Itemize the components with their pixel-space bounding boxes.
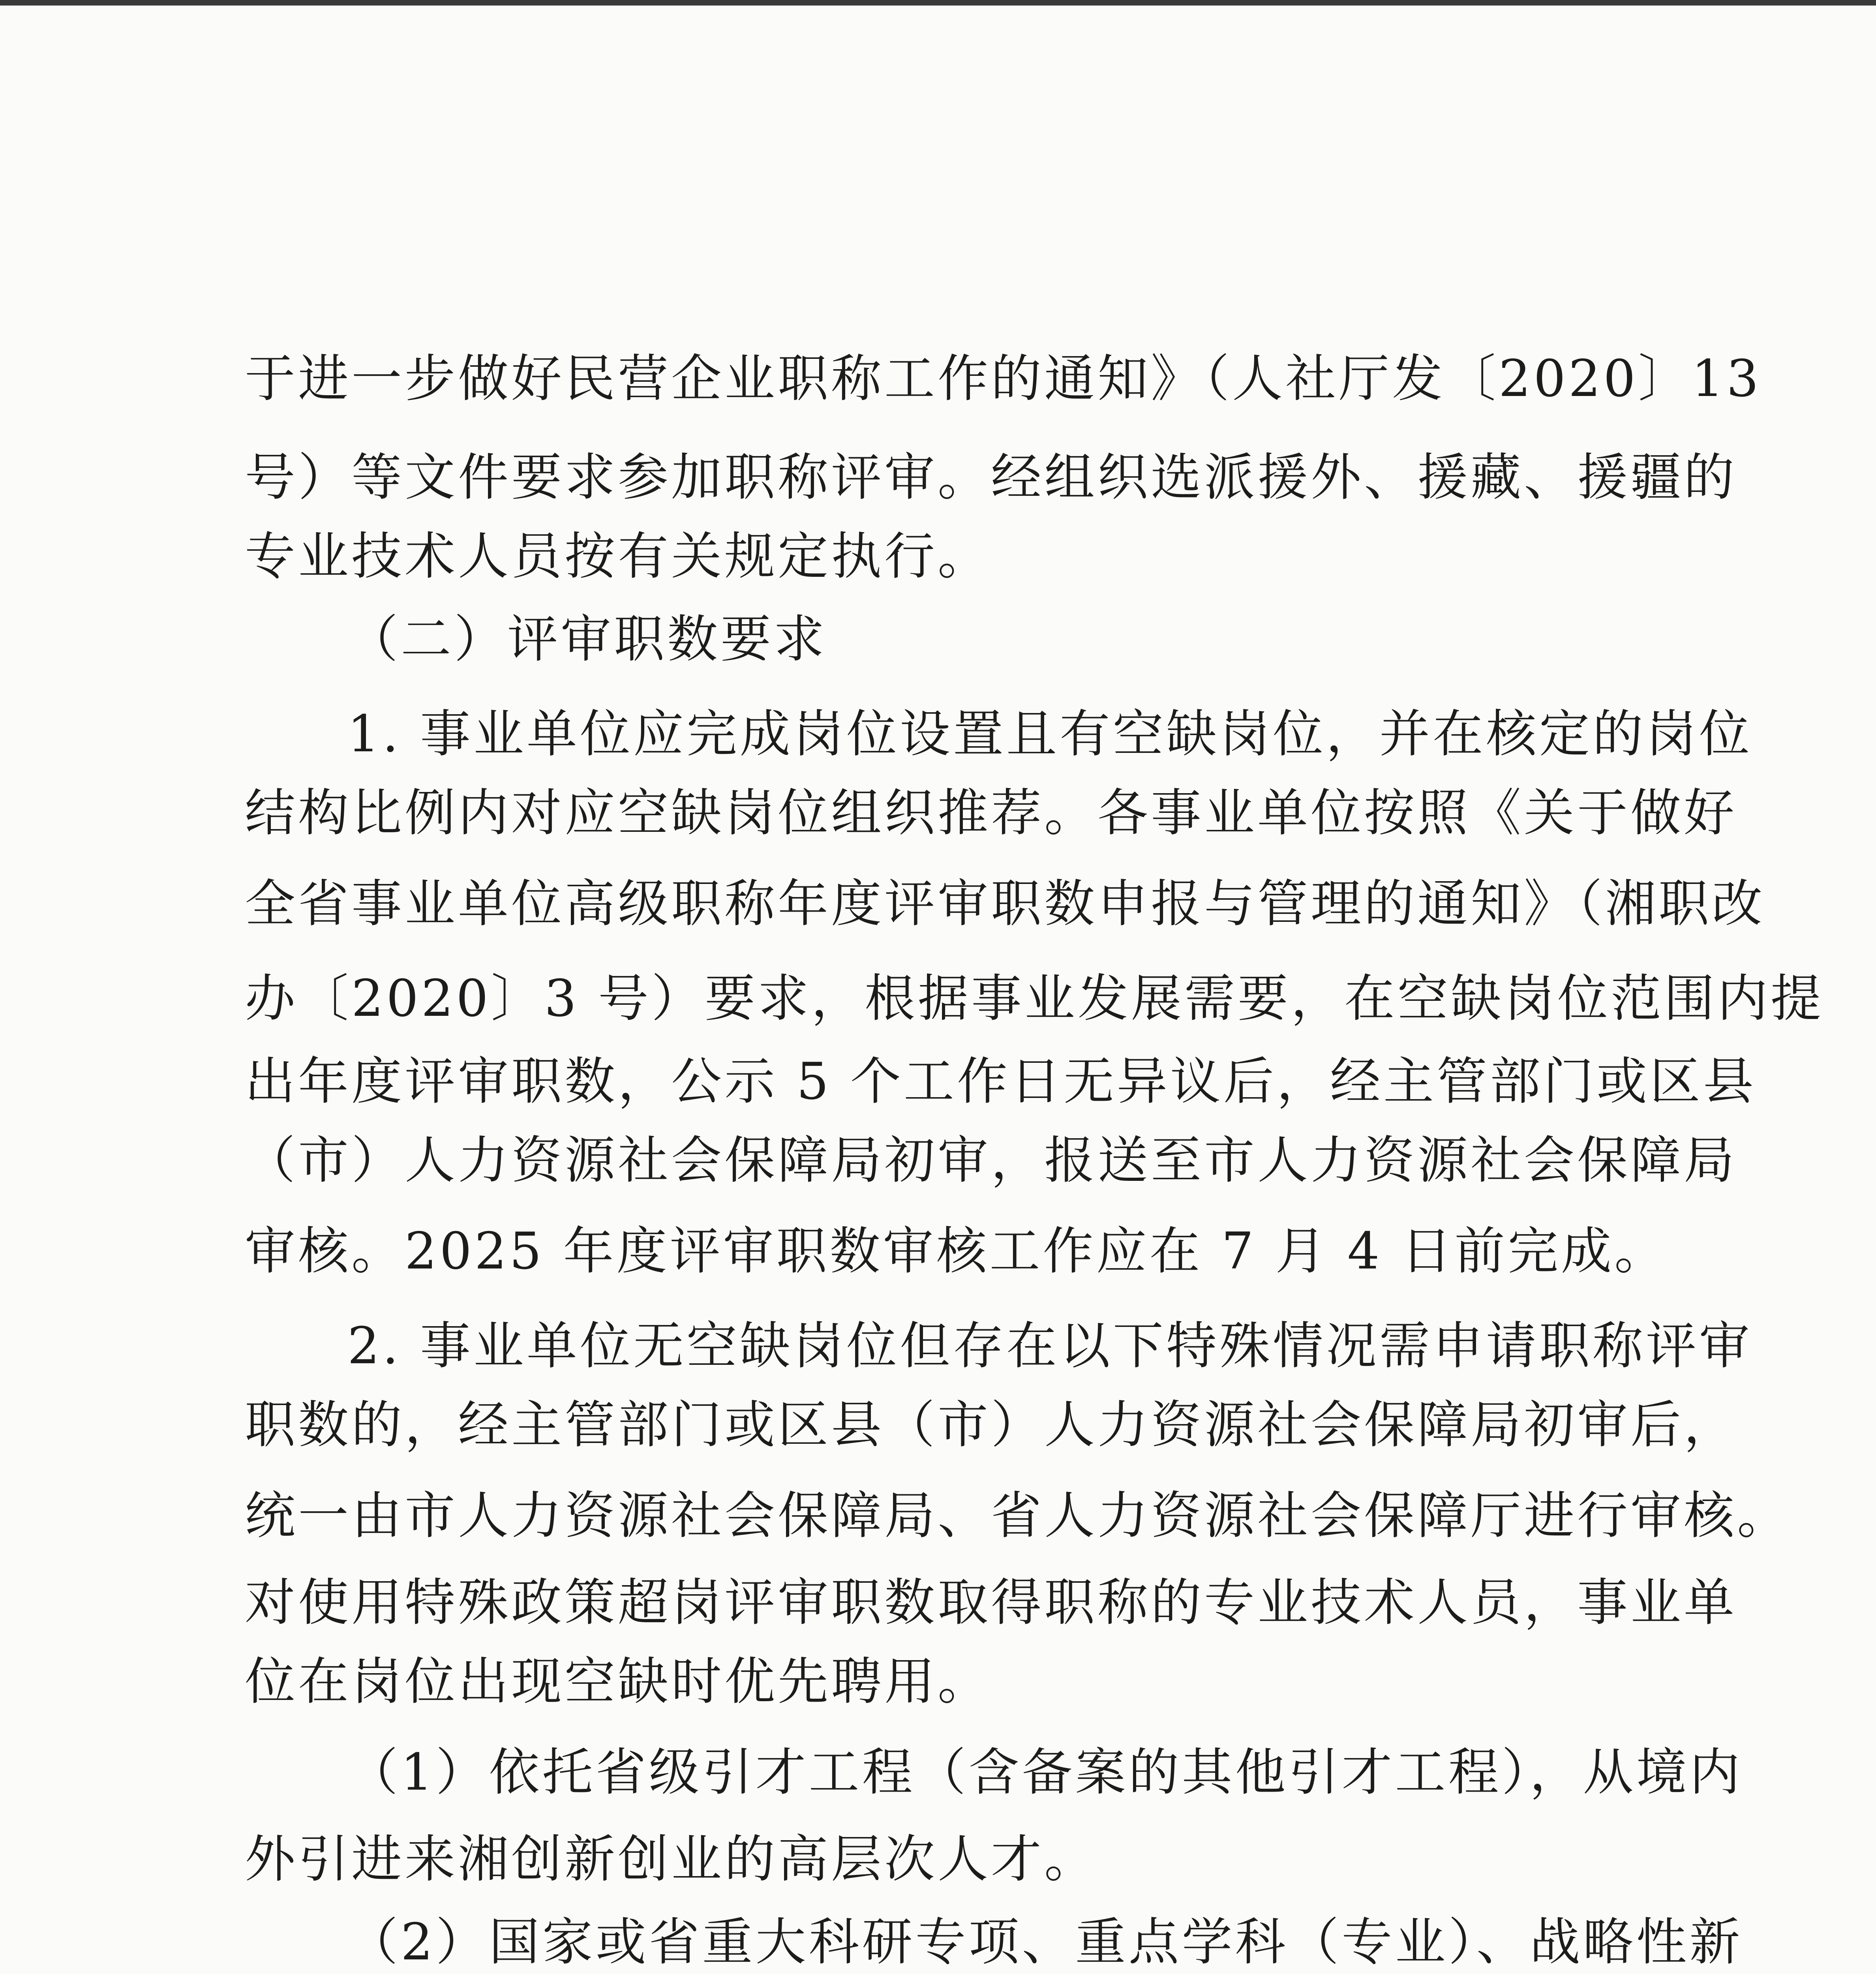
text-line: 全省事业单位高级职称年度评审职数申报与管理的通知》（湘职改 (245, 874, 1765, 933)
section-heading: （二）评审职数要求 (347, 610, 827, 669)
text-line: 位在岗位出现空缺时优先聘用。 (245, 1652, 991, 1711)
text-line: 于进一步做好民营企业职称工作的通知》（人社厅发〔2020〕13 (245, 349, 1762, 408)
text-line: 办〔2020〕3 号）要求，根据事业发展需要，在空缺岗位范围内提 (245, 969, 1824, 1028)
text-line: 职数的，经主管部门或区县（市）人力资源社会保障局初审后， (245, 1396, 1737, 1454)
text-line: 对使用特殊政策超岗评审职数取得职称的专业技术人员，事业单 (245, 1573, 1737, 1632)
text-line: 2. 事业单位无空缺岗位但存在以下特殊情况需申请职称评审 (347, 1317, 1752, 1375)
text-line: （2）国家或省重大科研专项、重点学科（专业）、战略性新 (347, 1913, 1743, 1972)
text-line: （市）人力资源社会保障局初审，报送至市人力资源社会保障局 (245, 1131, 1737, 1190)
text-line: 1. 事业单位应完成岗位设置且有空缺岗位，并在核定的岗位 (347, 705, 1752, 764)
text-line: （1）依托省级引才工程（含备案的其他引才工程），从境内 (347, 1743, 1743, 1802)
text-line: 专业技术人员按有关规定执行。 (245, 527, 991, 586)
text-line: 统一由市人力资源社会保障局、省人力资源社会保障厅进行审核。 (245, 1486, 1791, 1545)
text-line: 出年度评审职数，公示 5 个工作日无异议后，经主管部门或区县 (245, 1052, 1756, 1111)
text-line: 结构比例内对应空缺岗位组织推荐。各事业单位按照《关于做好 (245, 784, 1737, 843)
text-line: 审核。2025 年度评审职数审核工作应在 7 月 4 日前完成。 (245, 1222, 1668, 1281)
text-line: 号）等文件要求参加职称评审。经组织选派援外、援藏、援疆的 (245, 448, 1737, 507)
text-line: 外引进来湘创新创业的高层次人才。 (245, 1830, 1098, 1889)
